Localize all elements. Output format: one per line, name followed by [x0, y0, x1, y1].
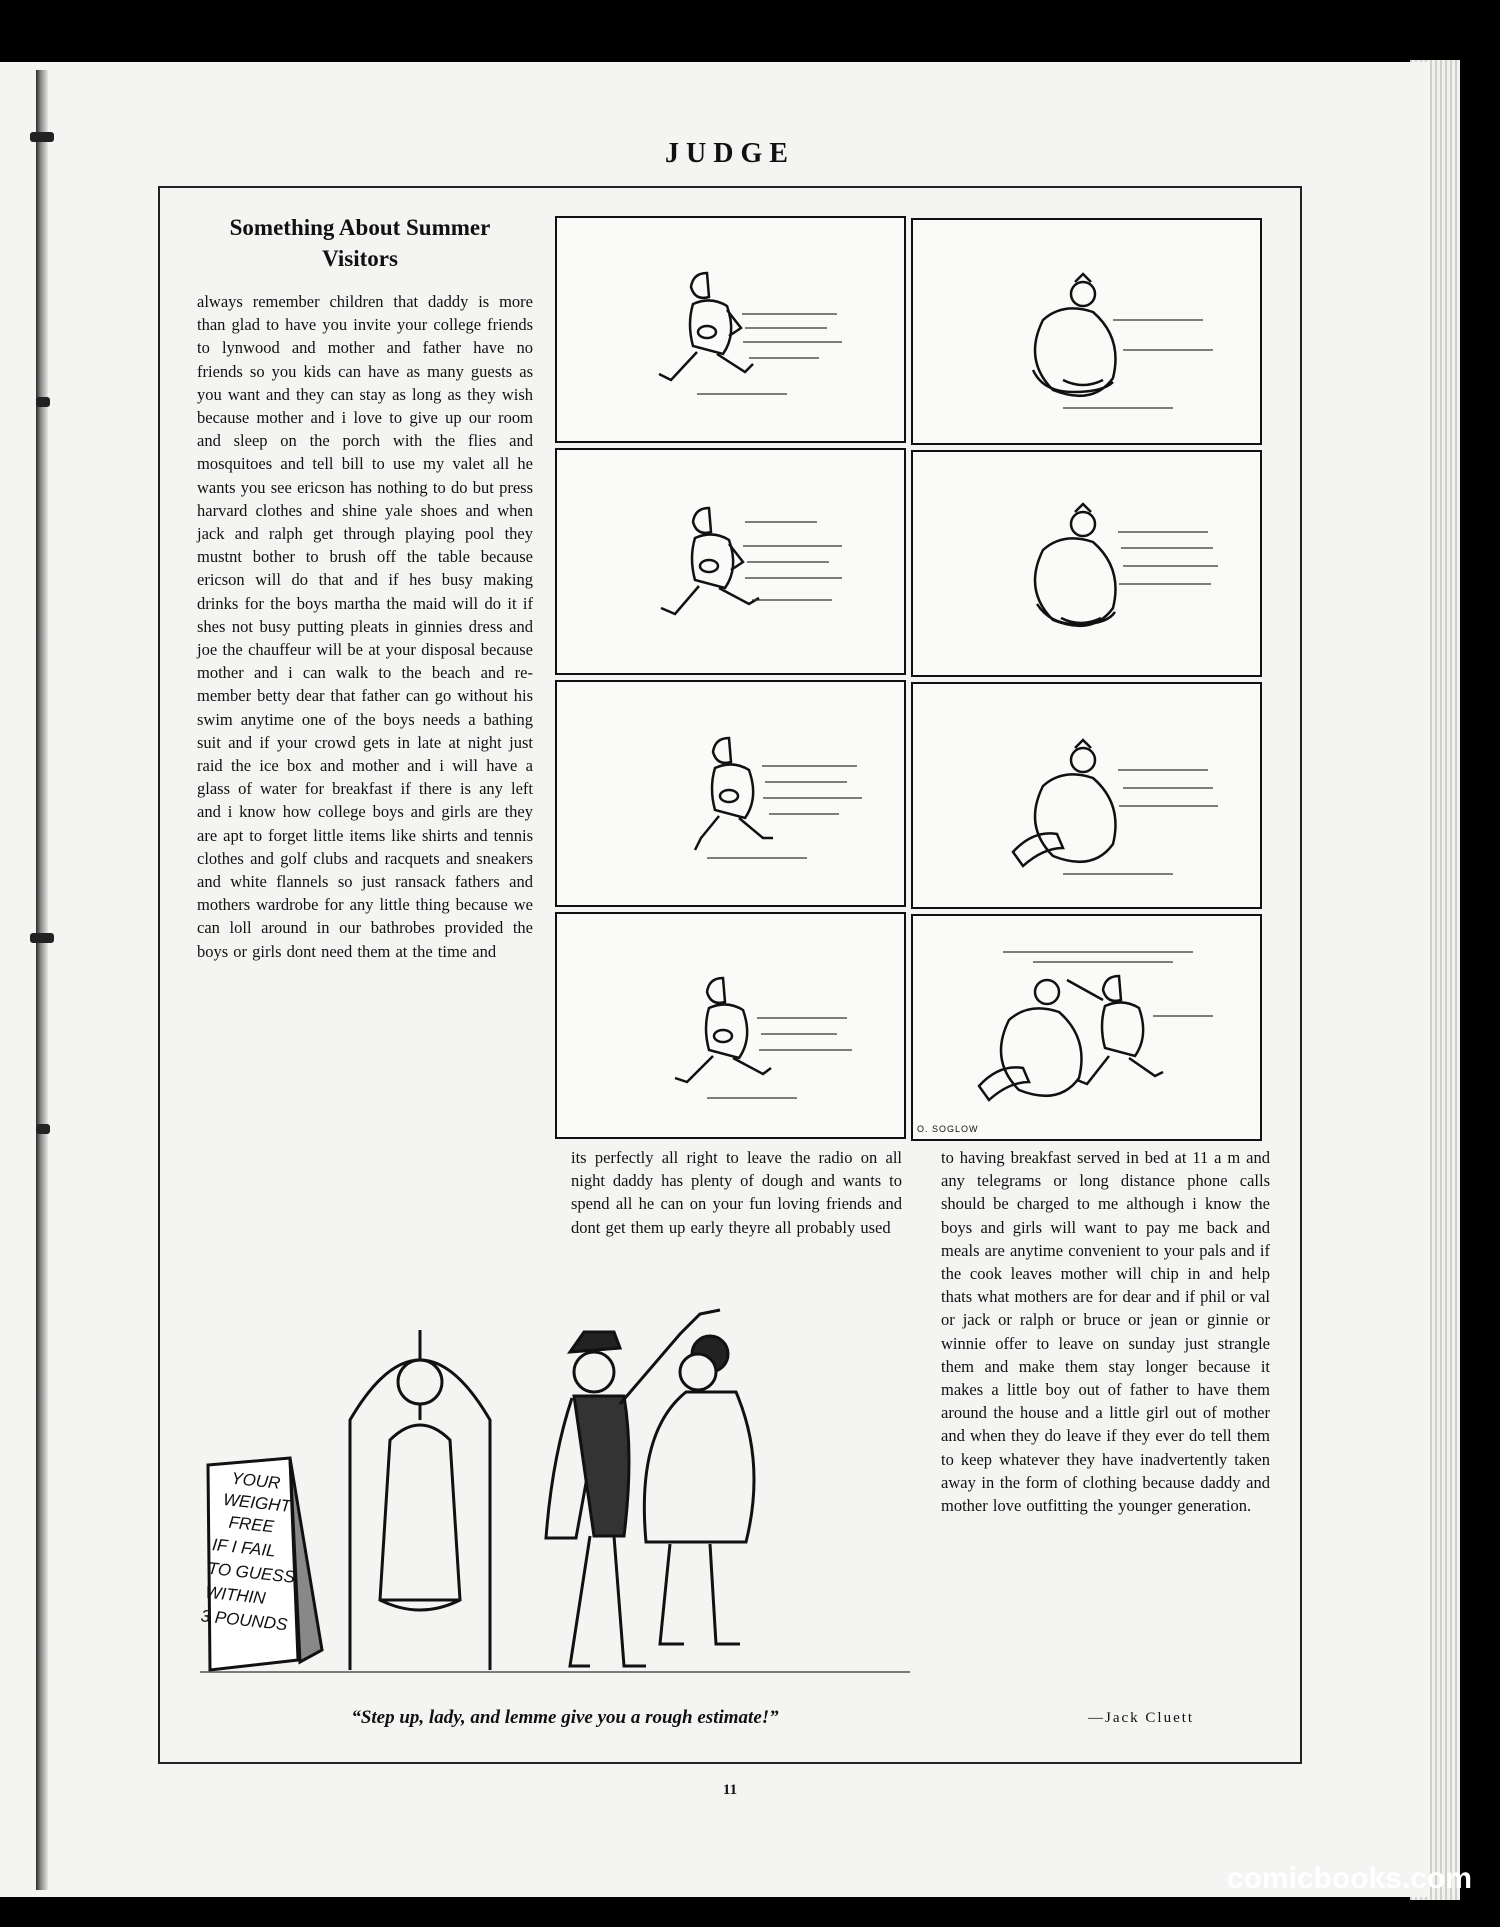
binding-gutter [36, 70, 48, 1890]
comic-panel [911, 450, 1262, 677]
binding-stitch [36, 1124, 50, 1134]
comic-panel [911, 914, 1262, 1141]
binding-stitch [30, 933, 54, 943]
sign-line: FREE [227, 1512, 275, 1537]
stout-character-illustration [913, 220, 1260, 443]
article-column-2: its perfectly all right to leave the radio on all night daddy has plenty of dough and wants to spend all he can on your fun loving friends and dont get them up early theyre all probably used [571, 1148, 902, 1237]
weight-guesser-cartoon [190, 1300, 930, 1700]
comic-panel [555, 680, 906, 907]
comic-strip [555, 216, 1267, 1138]
thin-runner-illustration [557, 682, 904, 905]
comic-panel [555, 912, 906, 1139]
page-number: 11 [722, 1782, 738, 1798]
comic-panel [555, 448, 906, 675]
article-column-3: to having breakfast served in bed at 11 a m and any telegrams or long distance phone calls should be charged to me although i know the boys and girls will want to pay me back and meals are anytime convenient to your pals and if the cook leaves mother will chip in and help thats what mothers are for dear and if phil or val or jack or ralph or bruce or jean or ginnie or winnie offer to leave on sunday just strangle them and make them stay longer because it makes a little boy out of father to have them around the house and a little girl out of mother and when they do leave if they ever do tell them to keep whatever they have inadvertently taken away in the form of clothing because daddy and mother love outfitting the younger generation. [941, 1148, 1270, 1516]
thin-runner-illustration [557, 914, 904, 1137]
stout-character-illustration [913, 684, 1260, 907]
watermark: comicbooks.com [1226, 1862, 1472, 1895]
sign-line: YOUR [230, 1468, 282, 1493]
comic-panel [555, 216, 906, 443]
chase-illustration [913, 916, 1260, 1139]
binding-stitch [36, 397, 50, 407]
sign-line: WITHIN [204, 1582, 267, 1608]
sign-line: TO GUESS [206, 1558, 296, 1587]
sign-line: IF I FAIL [211, 1535, 277, 1561]
sign-line: WEIGHT [222, 1489, 292, 1516]
thin-runner-illustration [557, 218, 904, 441]
masthead: JUDGE [665, 138, 795, 169]
sign-line: 3 POUNDS [199, 1606, 289, 1635]
article-column-1: always remember children that daddy is more than glad to have you invite your college friends to lynwood and mother and father have no friends so you kids can have as many guests as you want and they can stay as long as they wish because mother and i love to give up our room and sleep on the porch with the flies and mosquitoes and tell bill to use my valet all he wants you see ericson has nothing to do but press harvard clothes and shine yale shoes and when jack and ralph get through playing pool they mustnt bother to brush off the table because ericson will do that and if hes busy making drinks for the boys martha the maid will do it if shes not busy putting pleats in ginnies dress and joe the chauffeur will be at your disposal because mother and i can walk to the beach and remember betty dear that father can go without his swim anytime one of the boys needs a bathing suit and if your crowd gets in late at night just raid the ice box and mother and i will have a glass of water for breakfast if there is any left and i know how college boys and girls are they are apt to forget little items like shirts and tennis clothes and golf clubs and racquets and sneakers and white flannels so just ransack fathers and mothers wardrobe for any little thing because we can loll around in our bathrobes provided the boys or girls dont need them at the time and [197, 292, 533, 961]
article-title: Something About Summer Visitors [229, 215, 491, 271]
comic-panel [911, 218, 1262, 445]
comic-panel [911, 682, 1262, 909]
byline: —Jack Cluett [1088, 1710, 1195, 1726]
cartoon-illustration [190, 1300, 930, 1700]
stout-character-illustration [913, 452, 1260, 675]
cartoon-caption: “Step up, lady, and lemme give you a rough estimate!” [351, 1707, 779, 1728]
thin-runner-illustration [557, 450, 904, 673]
artist-signature: O. SOGLOW [917, 1124, 979, 1134]
